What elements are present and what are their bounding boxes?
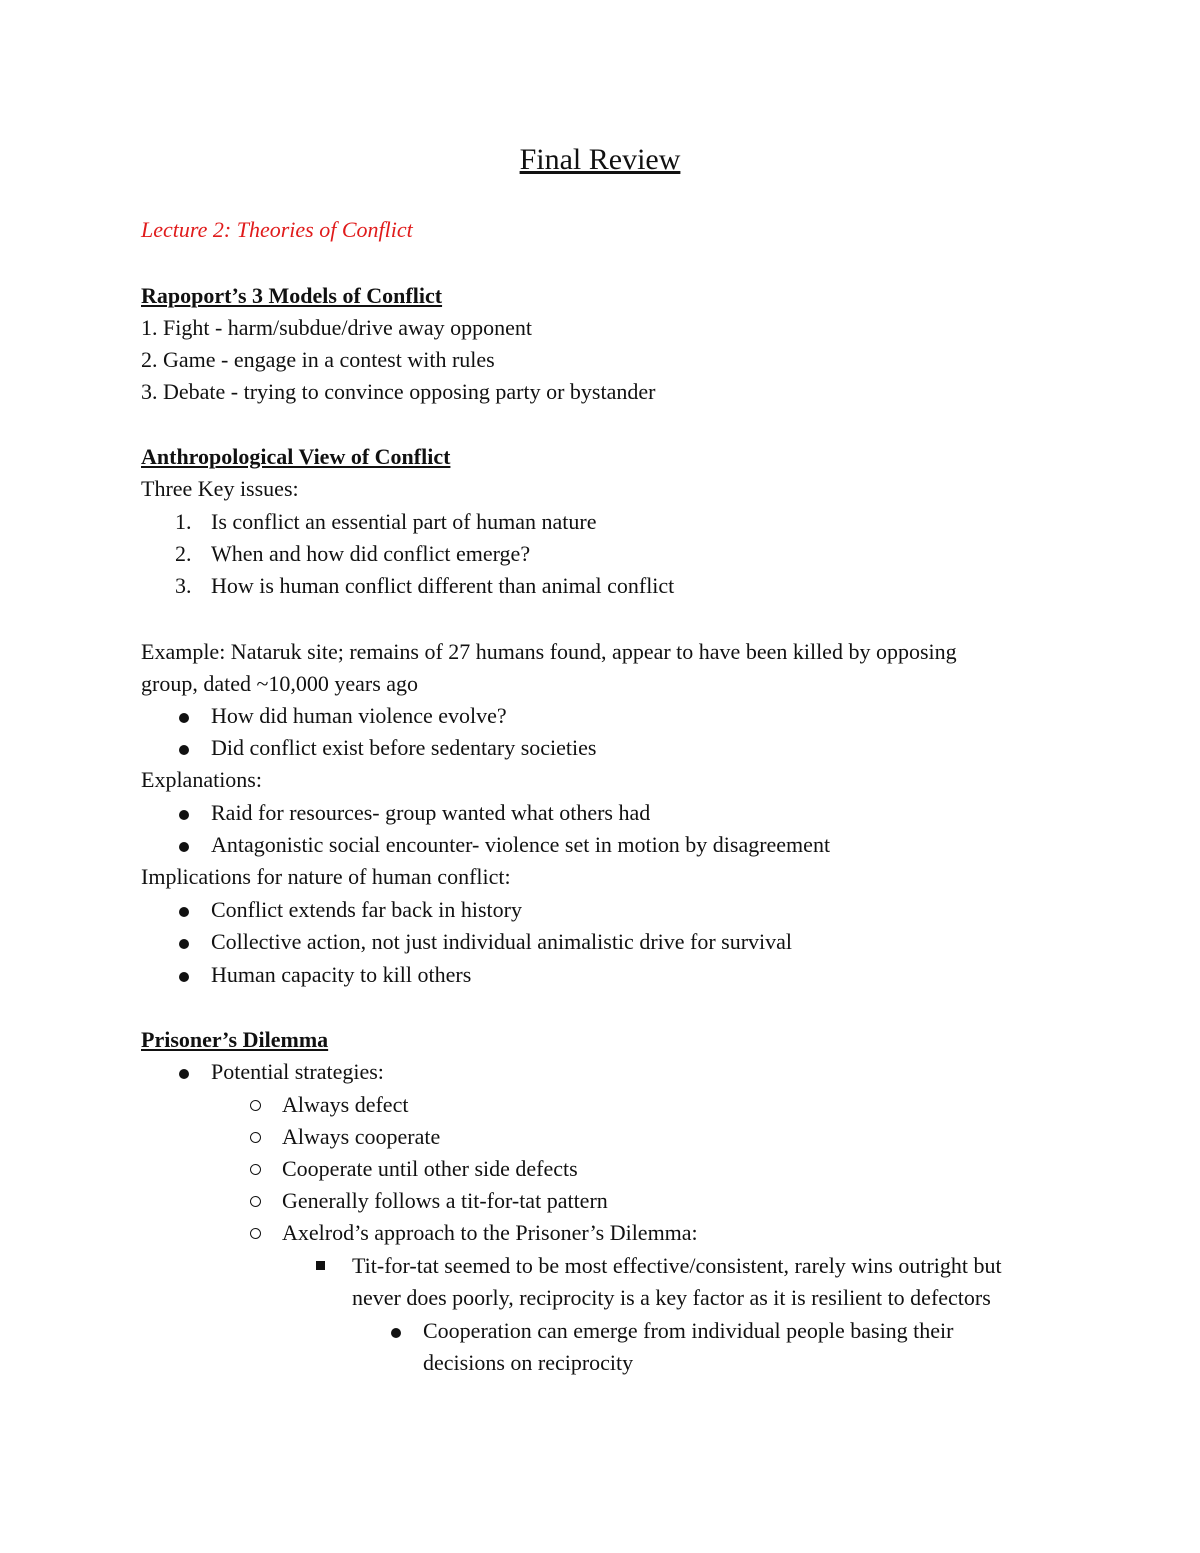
list-item-text: Did conflict exist before sedentary societies bbox=[211, 735, 597, 760]
rapoport-heading: Rapoport’s 3 Models of Conflict bbox=[141, 283, 443, 308]
list-item-text: Always cooperate bbox=[282, 1124, 441, 1149]
list-number: 3. bbox=[175, 573, 192, 598]
circle-bullet-icon bbox=[246, 1217, 282, 1249]
list-item-text: Generally follows a tit-for-tat pattern bbox=[282, 1188, 608, 1213]
list-item-text: When and how did conflict emerge? bbox=[211, 541, 531, 566]
list-item-text: How is human conflict different than animal conflict bbox=[211, 573, 675, 598]
bullet-icon bbox=[175, 926, 211, 958]
list-item-text: Conflict extends far back in history bbox=[211, 897, 522, 922]
circle-bullet-icon bbox=[246, 1089, 282, 1121]
list-item-text: never does poorly, reciprocity is a key factor as it is resilient to defectors bbox=[352, 1285, 991, 1310]
bullet-icon bbox=[175, 894, 211, 926]
bullet-icon bbox=[175, 797, 211, 829]
list-item-text: Always defect bbox=[282, 1092, 409, 1117]
list-item-text: Potential strategies: bbox=[211, 1059, 384, 1084]
page-title: Final Review bbox=[519, 143, 681, 176]
anthro-heading: Anthropological View of Conflict bbox=[141, 444, 451, 469]
bullet-icon bbox=[175, 1056, 211, 1088]
bullet-icon bbox=[387, 1315, 423, 1347]
circle-bullet-icon bbox=[246, 1121, 282, 1153]
explanations-label: Explanations: bbox=[141, 767, 262, 792]
list-item-text: How did human violence evolve? bbox=[211, 703, 507, 728]
list-item-text: Raid for resources- group wanted what others had bbox=[211, 800, 651, 825]
list-number: 2. bbox=[175, 541, 192, 566]
list-item-text: Axelrod’s approach to the Prisoner’s Dilemma: bbox=[282, 1220, 698, 1245]
list-item-text: Cooperation can emerge from individual people basing their bbox=[423, 1318, 954, 1343]
example-text: Example: Nataruk site; remains of 27 humans found, appear to have been killed by opposing bbox=[141, 639, 957, 664]
rapoport-item: 1. Fight - harm/subdue/drive away opponent bbox=[141, 315, 533, 340]
square-bullet-icon bbox=[312, 1250, 352, 1282]
list-item-text: Tit-for-tat seemed to be most effective/consistent, rarely wins outright but bbox=[352, 1253, 1002, 1278]
bullet-icon bbox=[175, 700, 211, 732]
list-item-text: Collective action, not just individual animalistic drive for survival bbox=[211, 929, 793, 954]
bullet-icon bbox=[175, 732, 211, 764]
bullet-icon bbox=[175, 829, 211, 861]
list-item-text: Antagonistic social encounter- violence set in motion by disagreement bbox=[211, 832, 831, 857]
circle-bullet-icon bbox=[246, 1153, 282, 1185]
implications-label: Implications for nature of human conflict: bbox=[141, 864, 511, 889]
list-item-text: Cooperate until other side defects bbox=[282, 1156, 578, 1181]
list-item-text: decisions on reciprocity bbox=[423, 1350, 634, 1375]
list-item-text: Human capacity to kill others bbox=[211, 962, 472, 987]
list-number: 1. bbox=[175, 509, 192, 534]
bullet-icon bbox=[175, 959, 211, 991]
lecture-heading: Lecture 2: Theories of Conflict bbox=[141, 217, 413, 242]
anthro-intro: Three Key issues: bbox=[141, 476, 299, 501]
rapoport-item: 3. Debate - trying to convince opposing party or bystander bbox=[141, 379, 656, 404]
prisoner-heading: Prisoner’s Dilemma bbox=[141, 1027, 329, 1052]
rapoport-item: 2. Game - engage in a contest with rules bbox=[141, 347, 495, 372]
circle-bullet-icon bbox=[246, 1185, 282, 1217]
example-text: group, dated ~10,000 years ago bbox=[141, 671, 419, 696]
list-item-text: Is conflict an essential part of human nature bbox=[211, 509, 597, 534]
